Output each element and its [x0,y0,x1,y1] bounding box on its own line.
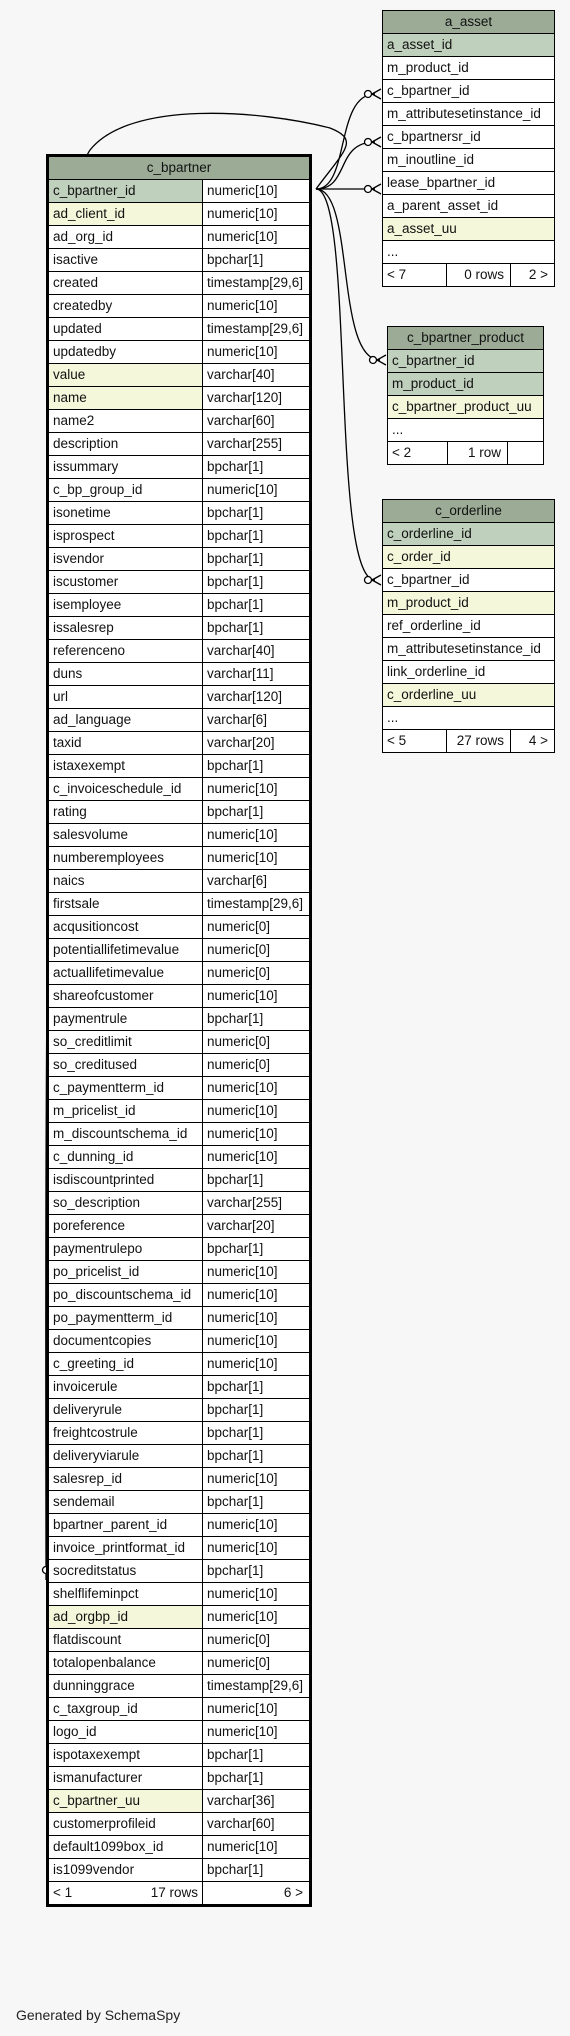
column-name[interactable]: m_inoutline_id [383,149,555,172]
column-name[interactable]: invoice_printformat_id [48,1537,203,1560]
column-name[interactable]: issalesrep [48,617,203,640]
column-row[interactable] [48,1100,311,1123]
column-name[interactable]: salesvolume [48,824,203,847]
column-name[interactable]: ... [383,241,555,264]
column-row[interactable] [383,615,555,638]
column-name[interactable]: flatdiscount [48,1629,203,1652]
column-type: bpchar[1] [203,502,311,525]
column-row[interactable] [48,502,311,525]
column-row[interactable] [48,295,311,318]
column-name[interactable]: bpartner_parent_id [48,1514,203,1537]
column-row[interactable] [383,34,555,57]
column-type: numeric[0] [203,939,311,962]
column-type: numeric[10] [203,341,311,364]
parents-link[interactable]: < 1 [53,1885,73,1900]
column-type: numeric[10] [203,1307,311,1330]
column-name[interactable]: acqusitioncost [48,916,203,939]
column-name[interactable]: c_order_id [383,546,555,569]
column-row[interactable] [48,755,311,778]
column-type: numeric[10] [203,479,311,502]
column-row[interactable] [48,318,311,341]
column-name[interactable]: paymentrule [48,1008,203,1031]
column-row[interactable] [48,1330,311,1353]
column-type: bpchar[1] [203,525,311,548]
column-row[interactable] [48,732,311,755]
column-row[interactable] [383,638,555,661]
column-name[interactable]: is1099vendor [48,1859,203,1882]
column-type: numeric[0] [203,1031,311,1054]
column-row[interactable] [48,939,311,962]
column-row[interactable] [48,870,311,893]
column-name[interactable]: c_bpartnersr_id [383,126,555,149]
column-type: timestamp[29,6] [203,318,311,341]
column-type: varchar[40] [203,640,311,663]
column-name[interactable]: naics [48,870,203,893]
column-type: varchar[60] [203,1813,311,1836]
column-name[interactable]: m_product_id [383,57,555,80]
table-footer [48,1882,311,1906]
column-name[interactable]: so_description [48,1192,203,1215]
column-row[interactable] [48,1169,311,1192]
column-name[interactable]: deliveryviarule [48,1445,203,1468]
column-row[interactable] [383,172,555,195]
column-name[interactable]: duns [48,663,203,686]
children-link[interactable] [508,442,544,465]
column-row[interactable] [48,364,311,387]
table-c_bpartner_product[interactable] [387,326,544,465]
column-name[interactable]: c_dunning_id [48,1146,203,1169]
column-row[interactable] [48,1813,311,1836]
children-link[interactable]: 2 > [511,264,555,287]
column-name[interactable]: potentiallifetimevalue [48,939,203,962]
column-type: numeric[10] [203,1261,311,1284]
column-name[interactable]: c_orderline_uu [383,684,555,707]
column-type: numeric[10] [203,1583,311,1606]
column-name[interactable]: value [48,364,203,387]
column-row[interactable] [388,396,544,419]
column-name[interactable]: shelflifeminpct [48,1583,203,1606]
column-row[interactable] [48,1008,311,1031]
column-type: varchar[6] [203,870,311,893]
column-type: numeric[0] [203,1629,311,1652]
column-row[interactable] [48,387,311,410]
table-footer [383,730,555,753]
column-name[interactable]: m_product_id [383,592,555,615]
column-name[interactable]: created [48,272,203,295]
parents-link[interactable]: < 5 [383,730,447,753]
column-name[interactable]: default1099box_id [48,1836,203,1859]
column-type: numeric[10] [203,226,311,249]
column-type: numeric[10] [203,1698,311,1721]
column-row[interactable] [48,1744,311,1767]
column-row[interactable] [48,1307,311,1330]
column-name[interactable]: lease_bpartner_id [383,172,555,195]
column-row[interactable] [48,778,311,801]
column-row[interactable] [48,456,311,479]
column-name[interactable]: logo_id [48,1721,203,1744]
column-row[interactable] [48,1054,311,1077]
column-type: numeric[10] [203,1100,311,1123]
column-type: varchar[40] [203,364,311,387]
column-type: bpchar[1] [203,1445,311,1468]
parents-link[interactable]: < 7 [383,264,447,287]
column-name[interactable]: m_discountschema_id [48,1123,203,1146]
column-type: numeric[10] [203,1330,311,1353]
column-type: varchar[11] [203,663,311,686]
table-c_bpartner[interactable] [46,154,312,1907]
column-type: varchar[120] [203,686,311,709]
column-name[interactable]: c_orderline_id [383,523,555,546]
column-row[interactable] [48,594,311,617]
column-name[interactable]: m_attributesetinstance_id [383,638,555,661]
column-type: bpchar[1] [203,456,311,479]
column-row[interactable] [48,640,311,663]
column-type: bpchar[1] [203,1744,311,1767]
column-row[interactable] [48,180,311,203]
parents-link[interactable]: < 2 [388,442,448,465]
column-type: numeric[10] [203,778,311,801]
column-row[interactable] [48,1353,311,1376]
column-type: bpchar[1] [203,548,311,571]
column-type: numeric[10] [203,1284,311,1307]
table-a_asset[interactable] [382,10,555,287]
column-row[interactable] [48,203,311,226]
column-name[interactable]: po_pricelist_id [48,1261,203,1284]
row-count: 17 rows [150,1885,198,1900]
column-type: numeric[0] [203,1054,311,1077]
column-row[interactable] [48,1698,311,1721]
column-name[interactable]: salesrep_id [48,1468,203,1491]
column-row[interactable] [383,684,555,707]
column-type: numeric[10] [203,1468,311,1491]
column-row[interactable] [383,592,555,615]
column-name[interactable]: ismanufacturer [48,1767,203,1790]
column-row[interactable] [383,149,555,172]
column-type: bpchar[1] [203,617,311,640]
column-name[interactable]: m_product_id [388,373,544,396]
column-row[interactable] [48,1031,311,1054]
column-name[interactable]: totalopenbalance [48,1652,203,1675]
column-name[interactable]: so_creditlimit [48,1031,203,1054]
generated-by-note: Generated by SchemaSpy [16,2007,181,2023]
column-name[interactable]: createdby [48,295,203,318]
table-c_orderline[interactable] [382,499,555,753]
table-footer [388,442,544,465]
column-row[interactable] [383,241,555,264]
column-type: bpchar[1] [203,801,311,824]
column-type: bpchar[1] [203,1560,311,1583]
column-row[interactable] [48,249,311,272]
column-type: numeric[0] [203,1652,311,1675]
column-name[interactable]: freightcostrule [48,1422,203,1445]
column-name[interactable]: isactive [48,249,203,272]
column-row[interactable] [388,419,544,442]
column-row[interactable] [48,433,311,456]
column-name[interactable]: name [48,387,203,410]
column-name[interactable]: istaxexempt [48,755,203,778]
column-row[interactable] [48,1445,311,1468]
column-type: bpchar[1] [203,1399,311,1422]
column-name[interactable]: socreditstatus [48,1560,203,1583]
column-name[interactable]: url [48,686,203,709]
column-row[interactable] [48,1514,311,1537]
column-type: numeric[10] [203,180,311,203]
column-row[interactable] [388,350,544,373]
column-row[interactable] [48,1284,311,1307]
edge-orderline-c_bpartner_id [316,189,375,580]
column-name[interactable]: c_bp_group_id [48,479,203,502]
column-name[interactable]: isdiscountprinted [48,1169,203,1192]
column-name[interactable]: isvendor [48,548,203,571]
column-type: bpchar[1] [203,571,311,594]
column-type: numeric[0] [203,916,311,939]
children-link[interactable]: 6 > [203,1882,311,1906]
column-row[interactable] [48,341,311,364]
column-row[interactable] [48,1629,311,1652]
column-name[interactable]: ad_language [48,709,203,732]
column-name[interactable]: po_discountschema_id [48,1284,203,1307]
column-name[interactable]: c_bpartner_id [48,180,203,203]
edge-bpp-c_bpartner_id [316,189,380,360]
column-row[interactable] [48,617,311,640]
row-count: 0 rows [447,264,511,287]
column-name[interactable]: taxid [48,732,203,755]
column-row[interactable] [48,1238,311,1261]
column-row[interactable] [383,195,555,218]
table-title[interactable]: c_bpartner [48,156,311,180]
column-name[interactable]: c_bpartner_id [388,350,544,373]
column-name[interactable]: sendemail [48,1491,203,1514]
column-row[interactable] [48,916,311,939]
column-type: bpchar[1] [203,1422,311,1445]
column-name[interactable]: c_greeting_id [48,1353,203,1376]
column-row[interactable] [48,1422,311,1445]
column-name[interactable]: m_attributesetinstance_id [383,103,555,126]
column-type: numeric[10] [203,1077,311,1100]
column-row[interactable] [48,709,311,732]
column-type: numeric[10] [203,203,311,226]
column-name[interactable]: ispotaxexempt [48,1744,203,1767]
column-row[interactable] [48,548,311,571]
column-type: bpchar[1] [203,1767,311,1790]
column-name[interactable]: actuallifetimevalue [48,962,203,985]
column-type: numeric[10] [203,1146,311,1169]
column-name[interactable]: customerprofileid [48,1813,203,1836]
column-row[interactable] [48,479,311,502]
column-name[interactable]: a_asset_id [383,34,555,57]
column-name[interactable]: issummary [48,456,203,479]
column-row[interactable] [48,525,311,548]
column-type: numeric[10] [203,295,311,318]
table-footer [383,264,555,287]
column-row[interactable] [48,847,311,870]
column-type: bpchar[1] [203,1008,311,1031]
column-type: bpchar[1] [203,1169,311,1192]
column-name[interactable]: rating [48,801,203,824]
column-type: bpchar[1] [203,755,311,778]
column-row[interactable] [48,1583,311,1606]
column-row[interactable] [48,686,311,709]
column-type: timestamp[29,6] [203,893,311,916]
column-row[interactable] [48,1675,311,1698]
column-type: bpchar[1] [203,249,311,272]
column-type: numeric[0] [203,962,311,985]
column-row[interactable] [48,1537,311,1560]
column-name[interactable]: so_creditused [48,1054,203,1077]
column-name[interactable]: c_bpartner_product_uu [388,396,544,419]
column-row[interactable] [48,1652,311,1675]
children-link[interactable]: 4 > [511,730,555,753]
column-row[interactable] [48,1215,311,1238]
column-row[interactable] [48,962,311,985]
column-type: timestamp[29,6] [203,272,311,295]
column-name[interactable]: isemployee [48,594,203,617]
column-row[interactable] [48,1376,311,1399]
column-name[interactable]: referenceno [48,640,203,663]
table-title[interactable]: c_orderline [383,500,555,523]
column-name[interactable]: po_paymentterm_id [48,1307,203,1330]
column-row[interactable] [48,1123,311,1146]
column-name[interactable]: dunninggrace [48,1675,203,1698]
column-type: varchar[20] [203,1215,311,1238]
column-name[interactable]: a_parent_asset_id [383,195,555,218]
column-type: bpchar[1] [203,1376,311,1399]
column-row[interactable] [48,571,311,594]
column-row[interactable] [383,523,555,546]
column-row[interactable] [48,985,311,1008]
column-type: varchar[120] [203,387,311,410]
column-row[interactable] [48,1606,311,1629]
column-row[interactable] [48,1767,311,1790]
column-row[interactable] [48,1192,311,1215]
column-row[interactable] [48,1261,311,1284]
column-type: varchar[60] [203,410,311,433]
column-type: numeric[10] [203,1123,311,1146]
column-name[interactable]: c_bpartner_id [383,569,555,592]
column-name[interactable]: description [48,433,203,456]
column-row[interactable] [48,801,311,824]
column-row[interactable] [383,57,555,80]
row-count: 1 row [448,442,508,465]
column-name[interactable]: invoicerule [48,1376,203,1399]
column-name[interactable]: ad_client_id [48,203,203,226]
column-type: numeric[10] [203,847,311,870]
table-title[interactable]: c_bpartner_product [388,327,544,350]
column-row[interactable] [48,824,311,847]
column-row[interactable] [48,1399,311,1422]
column-row[interactable] [48,1146,311,1169]
column-type: varchar[255] [203,433,311,456]
column-row[interactable] [48,226,311,249]
column-name[interactable]: a_asset_uu [383,218,555,241]
column-row[interactable] [48,893,311,916]
column-row[interactable] [383,569,555,592]
column-type: varchar[6] [203,709,311,732]
column-row[interactable] [48,1790,311,1813]
column-type: bpchar[1] [203,1491,311,1514]
column-name[interactable]: ref_orderline_id [383,615,555,638]
column-name[interactable]: ... [383,707,555,730]
column-type: numeric[10] [203,1606,311,1629]
column-type: bpchar[1] [203,1859,311,1882]
column-name[interactable]: ad_org_id [48,226,203,249]
column-name[interactable]: c_bpartner_uu [48,1790,203,1813]
column-type: numeric[10] [203,1353,311,1376]
column-name[interactable]: ad_orgbp_id [48,1606,203,1629]
column-name[interactable]: numberemployees [48,847,203,870]
column-row[interactable] [48,1721,311,1744]
column-row[interactable] [383,707,555,730]
column-row[interactable] [383,80,555,103]
column-type: numeric[10] [203,1721,311,1744]
column-name[interactable]: c_invoiceschedule_id [48,778,203,801]
table-title[interactable]: a_asset [383,11,555,34]
column-name[interactable]: name2 [48,410,203,433]
column-name[interactable]: updatedby [48,341,203,364]
column-row[interactable] [383,218,555,241]
column-name[interactable]: c_paymentterm_id [48,1077,203,1100]
column-name[interactable]: updated [48,318,203,341]
column-type: bpchar[1] [203,594,311,617]
column-type: timestamp[29,6] [203,1675,311,1698]
column-name[interactable]: m_pricelist_id [48,1100,203,1123]
column-name[interactable]: paymentrulepo [48,1238,203,1261]
column-type: numeric[10] [203,985,311,1008]
column-type: numeric[10] [203,1836,311,1859]
row-count: 27 rows [447,730,511,753]
column-row[interactable] [48,663,311,686]
column-name[interactable]: c_taxgroup_id [48,1698,203,1721]
column-name[interactable]: poreference [48,1215,203,1238]
column-row[interactable] [48,1859,311,1882]
column-row[interactable] [383,661,555,684]
column-type: bpchar[1] [203,1238,311,1261]
column-row[interactable] [383,546,555,569]
column-type: varchar[36] [203,1790,311,1813]
column-type: numeric[10] [203,824,311,847]
column-type: numeric[10] [203,1514,311,1537]
column-row[interactable] [48,1836,311,1859]
column-name[interactable]: isprospect [48,525,203,548]
column-name[interactable]: c_bpartner_id [383,80,555,103]
column-row[interactable] [48,1077,311,1100]
column-type: varchar[20] [203,732,311,755]
column-name[interactable]: shareofcustomer [48,985,203,1008]
column-name[interactable]: ... [388,419,544,442]
column-row[interactable] [48,410,311,433]
column-row[interactable] [48,1468,311,1491]
column-name[interactable]: deliveryrule [48,1399,203,1422]
column-row[interactable] [388,373,544,396]
column-name[interactable]: firstsale [48,893,203,916]
column-type: varchar[255] [203,1192,311,1215]
column-name[interactable]: iscustomer [48,571,203,594]
column-name[interactable]: link_orderline_id [383,661,555,684]
column-name[interactable]: documentcopies [48,1330,203,1353]
column-name[interactable]: isonetime [48,502,203,525]
column-row[interactable] [48,1560,311,1583]
column-row[interactable] [383,126,555,149]
column-row[interactable] [383,103,555,126]
column-row[interactable] [48,272,311,295]
column-type: numeric[10] [203,1537,311,1560]
column-row[interactable] [48,1491,311,1514]
